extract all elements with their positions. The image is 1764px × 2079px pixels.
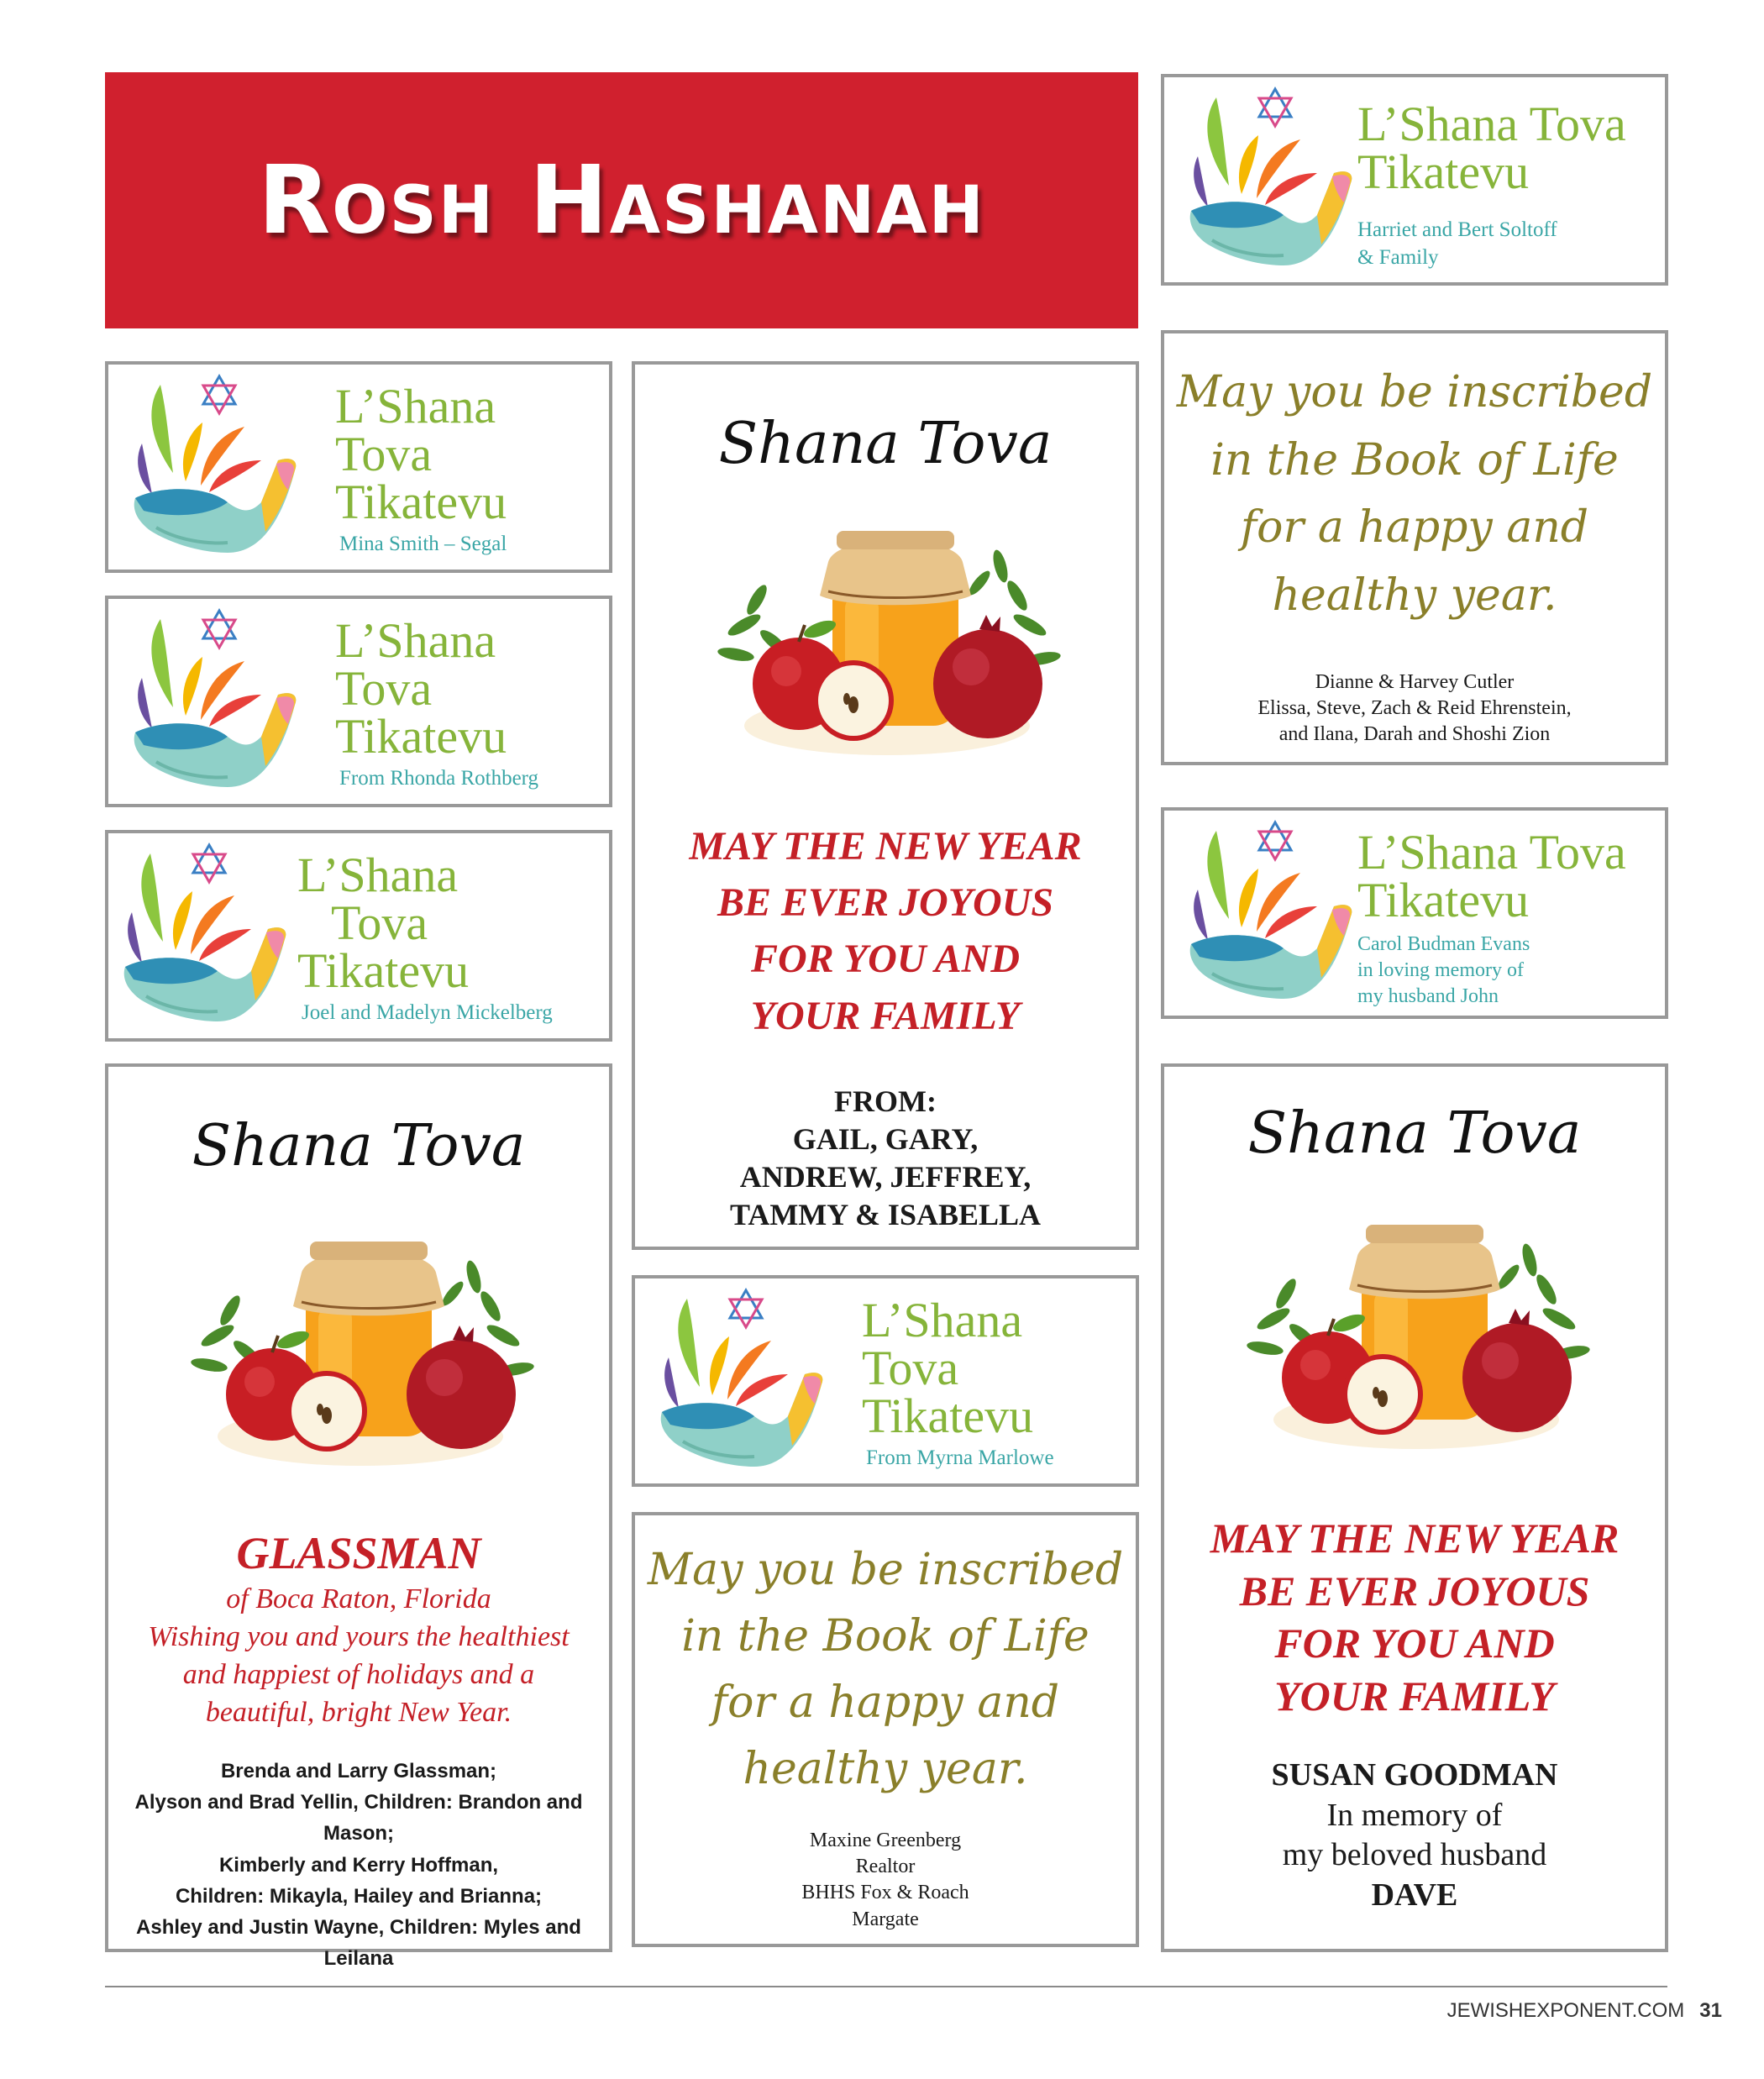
script-line: in the Book of Life [1210, 434, 1619, 486]
honey-jar-illustration [184, 1226, 537, 1478]
from-line: Carol Budman Evans [1357, 933, 1530, 955]
honey-jar-illustration [711, 516, 1063, 768]
title-banner [105, 72, 1138, 328]
family-line: Alyson and Brad Yellin, Children: Brandon and Mason; [134, 1791, 583, 1845]
script-line: healthy year. [743, 1744, 1028, 1795]
greeting-line: Tova [335, 426, 433, 481]
shofar-icon [117, 845, 293, 1030]
page-number: 31 [1699, 1999, 1722, 2022]
name-line: SUSAN GOODMAN [1271, 1757, 1558, 1793]
ad-greenberg [632, 1512, 1139, 1947]
script-line: May you be inscribed [647, 1545, 1124, 1595]
greeting-line: L’Shana Tova [1357, 97, 1626, 151]
greeting-line: L’Shana [862, 1293, 1023, 1347]
ad-glassman [105, 1063, 612, 1971]
page-title: Rosh Hashanah [258, 145, 985, 255]
name-line: Maxine Greenberg [809, 1830, 962, 1851]
shana-tova-script: Shana Tova [192, 1113, 526, 1179]
name-line: TAMMY & ISABELLA [729, 1198, 1042, 1231]
name-line: In memory of [1326, 1797, 1503, 1833]
ad-rothberg [105, 596, 612, 807]
script-line: May you be inscribed [1176, 367, 1653, 417]
footer-website: JEWISHEXPONENT.COM [1446, 1999, 1685, 2022]
family-name: GLASSMAN [236, 1528, 481, 1578]
from-line: Joel and Madelyn Mickelberg [302, 1001, 553, 1024]
name-line: DAVE [1371, 1877, 1458, 1913]
from-line: From Myrna Marlowe [866, 1446, 1054, 1469]
from-line: Mina Smith – Segal [339, 533, 507, 555]
message-line: MAY THE NEW YEAR [689, 824, 1082, 869]
greeting-line: Tova [862, 1340, 959, 1395]
name-line: Elissa, Steve, Zach & Reid Ehrenstein, [1257, 697, 1572, 720]
greeting-line: L’Shana [297, 848, 459, 902]
message-line: Wishing you and yours the healthiest [148, 1620, 570, 1652]
greeting-line: Tikatevu [1357, 872, 1530, 927]
from-line: Harriet and Bert Soltoff [1357, 218, 1557, 241]
greeting-line: L’Shana [335, 379, 496, 433]
greeting-line: Tikatevu [297, 942, 470, 998]
ad-goodman [1161, 1063, 1668, 1952]
name-line: my beloved husband [1282, 1837, 1547, 1872]
name-line: ANDREW, JEFFREY, [739, 1160, 1032, 1194]
family-line: Ashley and Justin Wayne, Children: Myles and Leilana [136, 1915, 581, 1971]
message-line: FOR YOU AND [750, 937, 1021, 982]
from-line: From Rhonda Rothberg [339, 767, 539, 790]
greeting-line: L’Shana Tova [1357, 825, 1626, 879]
greeting-line: Tikatevu [862, 1388, 1034, 1443]
name-line: BHHS Fox & Roach [801, 1882, 969, 1904]
shofar-icon [1183, 822, 1359, 1007]
message-line: YOUR FAMILY [750, 993, 1021, 1038]
script-line: in the Book of Life [681, 1611, 1089, 1662]
message-line: BE EVER JOYOUS [717, 880, 1054, 926]
name-line: Margate [852, 1908, 919, 1930]
name-line: Realtor [855, 1856, 916, 1878]
message-line: and happiest of holidays and a [182, 1658, 535, 1690]
message-line: FOR YOU AND [1274, 1620, 1555, 1667]
name-line: FROM: [834, 1084, 937, 1118]
ad-gail [632, 361, 1139, 1250]
message-line: BE EVER JOYOUS [1239, 1567, 1590, 1614]
from-line: in loving memory of [1357, 959, 1524, 982]
message-line: of Boca Raton, Florida [226, 1583, 491, 1614]
shofar-icon [127, 376, 303, 561]
ad-cutler [1161, 330, 1668, 765]
ad-mickelberg [105, 830, 612, 1042]
message-line: YOUR FAMILY [1274, 1672, 1555, 1719]
greeting-line: Tikatevu [335, 708, 507, 764]
ad-soltoff [1161, 74, 1668, 286]
family-line: Children: Mikayla, Hailey and Brianna; [175, 1884, 543, 1908]
script-line: healthy year. [1272, 570, 1557, 621]
shofar-icon [654, 1290, 830, 1475]
name-line: GAIL, GARY, [792, 1122, 979, 1156]
from-line: & Family [1357, 245, 1439, 269]
name-line: Dianne & Harvey Cutler [1315, 671, 1515, 693]
footer-divider [105, 1986, 1667, 1987]
family-line: Brenda and Larry Glassman; [220, 1760, 497, 1782]
shofar-icon [1183, 89, 1359, 274]
greeting-line: Tova [335, 660, 433, 716]
shofar-icon [127, 611, 303, 795]
greeting-line: Tikatevu [1357, 144, 1530, 199]
script-line: for a happy and [1240, 502, 1589, 554]
ad-marlowe [632, 1275, 1139, 1487]
message-line: MAY THE NEW YEAR [1210, 1515, 1620, 1562]
shana-tova-script: Shana Tova [1247, 1100, 1582, 1167]
ad-smith [105, 361, 612, 573]
family-line: Kimberly and Kerry Hoffman, [218, 1853, 499, 1877]
script-line: for a happy and [711, 1677, 1060, 1729]
honey-jar-illustration [1240, 1210, 1593, 1462]
greeting-line: Tova [331, 895, 428, 950]
footer [1447, 1999, 1722, 2023]
name-line: and Ilana, Darah and Shoshi Zion [1278, 723, 1551, 746]
ad-evans [1161, 807, 1668, 1019]
message-line: beautiful, bright New Year. [205, 1696, 512, 1728]
shana-tova-script: Shana Tova [718, 411, 1053, 477]
greeting-line: Tikatevu [335, 474, 507, 529]
from-line: my husband John [1357, 985, 1499, 1008]
greeting-line: L’Shana [335, 613, 496, 668]
